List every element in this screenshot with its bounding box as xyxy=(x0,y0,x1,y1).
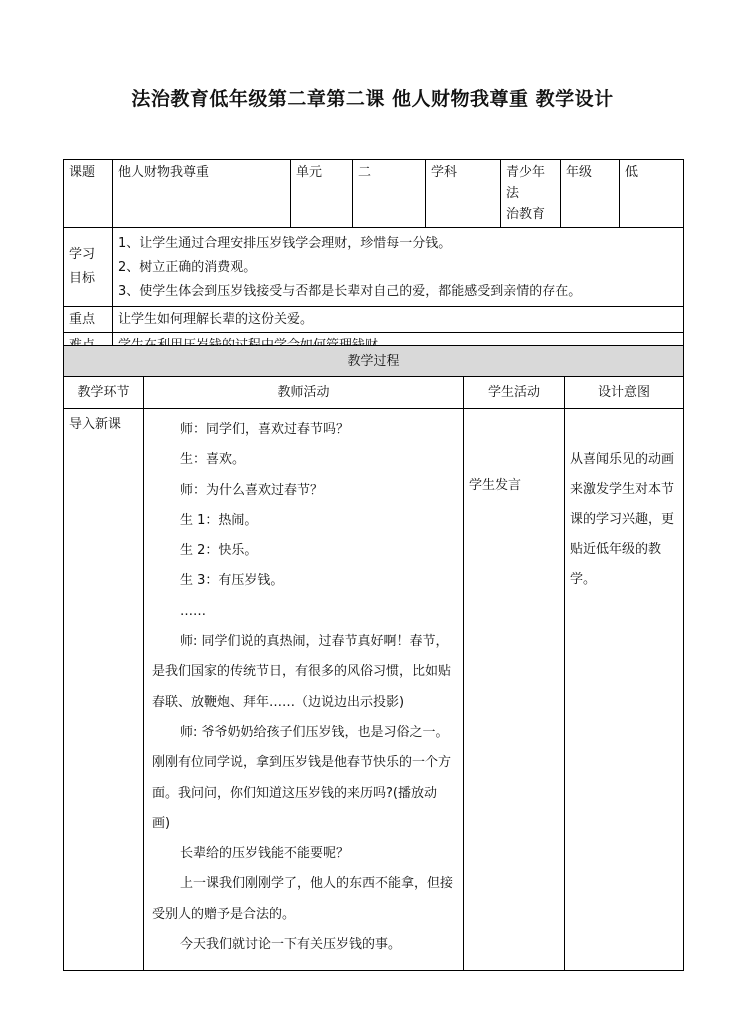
objectives-label xyxy=(64,228,113,307)
header-design-intent: 设计意图 xyxy=(565,377,684,409)
process-section-title: 教学过程 xyxy=(64,346,684,377)
lesson-info-table xyxy=(63,159,684,359)
teaching-process-table xyxy=(63,345,684,971)
subject-value xyxy=(501,160,561,228)
dialogue-line: 生 2：快乐。 xyxy=(180,543,258,559)
subject-label: 学科 xyxy=(426,160,501,228)
key-point-value: 让学生如何理解长辈的这份关爱。 xyxy=(113,307,684,333)
teacher-paragraph: 今天我们就讨论一下有关压岁钱的事。 xyxy=(180,937,402,953)
header-teacher-activity: 教师活动 xyxy=(144,377,464,409)
subject-value-line-2: 治教育 xyxy=(506,207,546,222)
topic-label: 课题 xyxy=(64,160,113,228)
teacher-paragraph: 长辈给的压岁钱能不能要呢？ xyxy=(180,846,350,862)
header-student-activity: 学生活动 xyxy=(464,377,565,409)
objectives-cell xyxy=(113,228,684,307)
objectives-label-line-1: 学习 xyxy=(69,247,96,262)
dialogue-line: 师：同学们，喜欢过春节吗？ xyxy=(180,422,350,437)
design-intent-cell: 从喜闻乐见的动画来激发学生对本节课的学习兴趣，更贴近低年级的教学。 xyxy=(565,409,684,971)
dialogue-line: 生 3：有压岁钱。 xyxy=(180,573,284,589)
dialogue-line: 师：为什么喜欢过春节？ xyxy=(180,482,324,498)
teacher-paragraph: 上一课我们刚刚学了，他人的东西不能拿，但接受别人的赠予是合法的。 xyxy=(152,876,454,922)
unit-label: 单元 xyxy=(291,160,353,228)
objective-item: 2、树立正确的消费观。 xyxy=(118,260,257,275)
header-stage: 教学环节 xyxy=(64,377,144,409)
objective-item: 3、使学生体会到压岁钱接受与否都是长辈对自己的爱，都能感受到亲情的存在。 xyxy=(118,284,582,299)
dialogue-line: 生：喜欢。 xyxy=(180,452,246,468)
dialogue-line: 生 1：热闹。 xyxy=(180,512,258,528)
grade-value: 低 xyxy=(620,160,684,228)
grade-label: 年级 xyxy=(561,160,620,228)
topic-value: 他人财物我尊重 xyxy=(113,160,291,228)
objectives-label-line-2: 目标 xyxy=(69,271,96,286)
objective-item: 1、让学生通过合理安排压岁钱学会理财，珍惜每一分钱。 xyxy=(118,236,452,251)
student-activity-cell: 学生发言 xyxy=(464,409,565,971)
document-title: 法治教育低年级第二章第二课 他人财物我尊重 教学设计 xyxy=(131,88,614,110)
subject-value-line-1: 青少年法 xyxy=(506,165,546,201)
teacher-paragraph: 师: 同学们说的真热闹，过春节真好啊！春节，是我们国家的传统节日，有很多的风俗习惯，比如贴春联、放鞭炮、拜年……（边说边出示投影) xyxy=(152,634,452,710)
key-point-label: 重点 xyxy=(64,307,113,333)
unit-value: 二 xyxy=(353,160,426,228)
teacher-activity-cell xyxy=(144,409,464,971)
teacher-paragraph: 师: 爷爷奶奶给孩子们压岁钱，也是习俗之一。刚刚有位同学说，拿到压岁钱是他春节快乐的一个方面。我问问，你们知道这压岁钱的来历吗?(播放动画) xyxy=(152,724,452,831)
stage-cell: 导入新课 xyxy=(64,409,144,971)
ellipsis-line: …… xyxy=(180,603,206,619)
